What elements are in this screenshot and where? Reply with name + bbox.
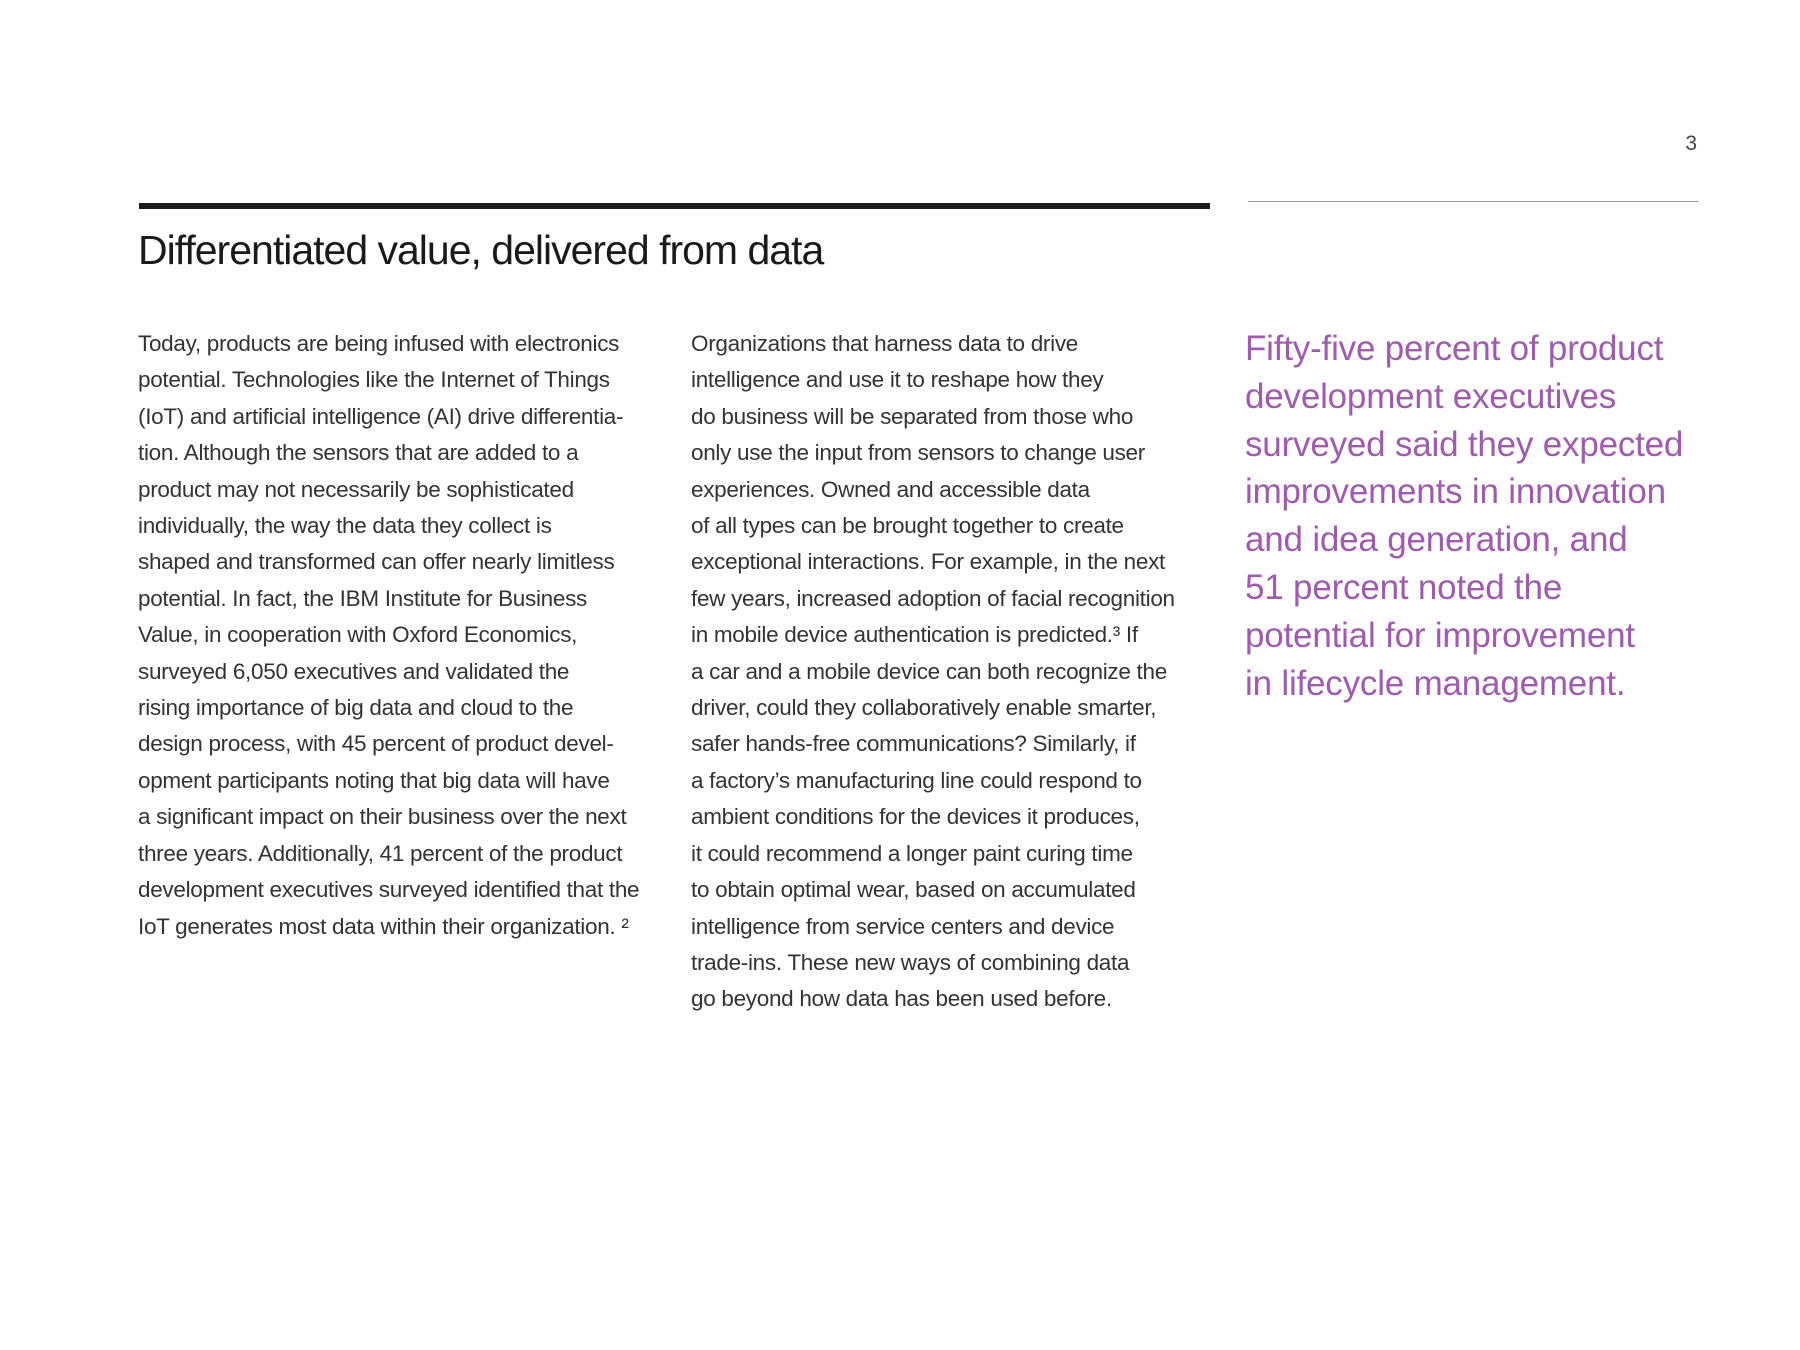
- body-line: Today, products are being infused with electronics: [138, 331, 620, 356]
- page-number: 3: [1685, 132, 1697, 155]
- page-heading: Differentiated value, delivered from data: [138, 227, 824, 273]
- pull-quote-line: development executives: [1245, 376, 1617, 416]
- body-line: Organizations that harness data to drive: [691, 331, 1078, 356]
- body-line: tion. Although the sensors that are added to a: [138, 440, 579, 466]
- body-line: design process, with 45 percent of product devel-: [138, 731, 614, 757]
- body-line: intelligence and use it to reshape how they: [691, 367, 1104, 393]
- pull-quote-line: and idea generation, and: [1245, 520, 1628, 560]
- pull-quote-line: potential for improvement: [1245, 615, 1635, 655]
- body-line: ambient conditions for the devices it produces,: [691, 804, 1140, 830]
- body-line: of all types can be brought together to create: [691, 513, 1124, 539]
- body-line: few years, increased adoption of facial recognition: [691, 585, 1175, 611]
- body-line: a factory’s manufacturing line could respond to: [691, 767, 1142, 793]
- body-line: individually, the way the data they collect is: [138, 513, 552, 539]
- body-line: to obtain optimal wear, based on accumulated: [691, 877, 1136, 903]
- body-line: (IoT) and artificial intelligence (AI) drive differentia-: [138, 403, 624, 429]
- body-line: driver, could they collaboratively enable smarter,: [691, 695, 1157, 721]
- body-line: experiences. Owned and accessible data: [691, 476, 1090, 502]
- body-line: it could recommend a longer paint curing time: [691, 840, 1133, 866]
- body-line: three years. Additionally, 41 percent of the product: [138, 840, 623, 866]
- body-line: rising importance of big data and cloud to the: [138, 695, 574, 721]
- body-line: only use the input from sensors to change user: [691, 440, 1145, 466]
- pull-quote-line: surveyed said they expected: [1245, 424, 1684, 464]
- body-line: Value, in cooperation with Oxford Economics,: [138, 622, 578, 648]
- body-line: potential. Technologies like the Internet of Things: [138, 367, 610, 393]
- pull-quote-line: Fifty-five percent of product: [1245, 329, 1664, 368]
- body-line: in mobile device authentication is predicted.³ If: [691, 622, 1138, 648]
- body-column-left: [138, 326, 668, 945]
- sidebar-rule: [1248, 201, 1699, 202]
- pull-quote-line: 51 percent noted the: [1245, 567, 1563, 607]
- pull-quote-line: in lifecycle management.: [1245, 663, 1626, 703]
- body-line: a significant impact on their business over the next: [138, 804, 627, 830]
- body-line: go beyond how data has been used before.: [691, 986, 1112, 1012]
- body-line: surveyed 6,050 executives and validated the: [138, 658, 570, 684]
- body-line: trade-ins. These new ways of combining data: [691, 949, 1130, 975]
- body-line: potential. In fact, the IBM Institute for Business: [138, 585, 587, 611]
- body-line: exceptional interactions. For example, in the next: [691, 549, 1166, 575]
- body-line: opment participants noting that big data will have: [138, 767, 610, 793]
- body-line: product may not necessarily be sophisticated: [138, 476, 574, 502]
- body-line: development executives surveyed identified that the: [138, 877, 640, 903]
- pull-quote-line: improvements in innovation: [1245, 472, 1666, 512]
- heading-rule: [139, 203, 1210, 209]
- body-line: safer hands-free communications? Similarly, if: [691, 731, 1136, 757]
- body-line: intelligence from service centers and device: [691, 913, 1115, 939]
- body-line: shaped and transformed can offer nearly limitless: [138, 549, 615, 575]
- body-line: do business will be separated from those who: [691, 403, 1134, 429]
- body-line: IoT generates most data within their organization. ²: [138, 913, 629, 939]
- pull-quote: [1245, 325, 1683, 707]
- body-line: a car and a mobile device can both recognize the: [691, 658, 1167, 684]
- body-column-middle: [691, 326, 1221, 1018]
